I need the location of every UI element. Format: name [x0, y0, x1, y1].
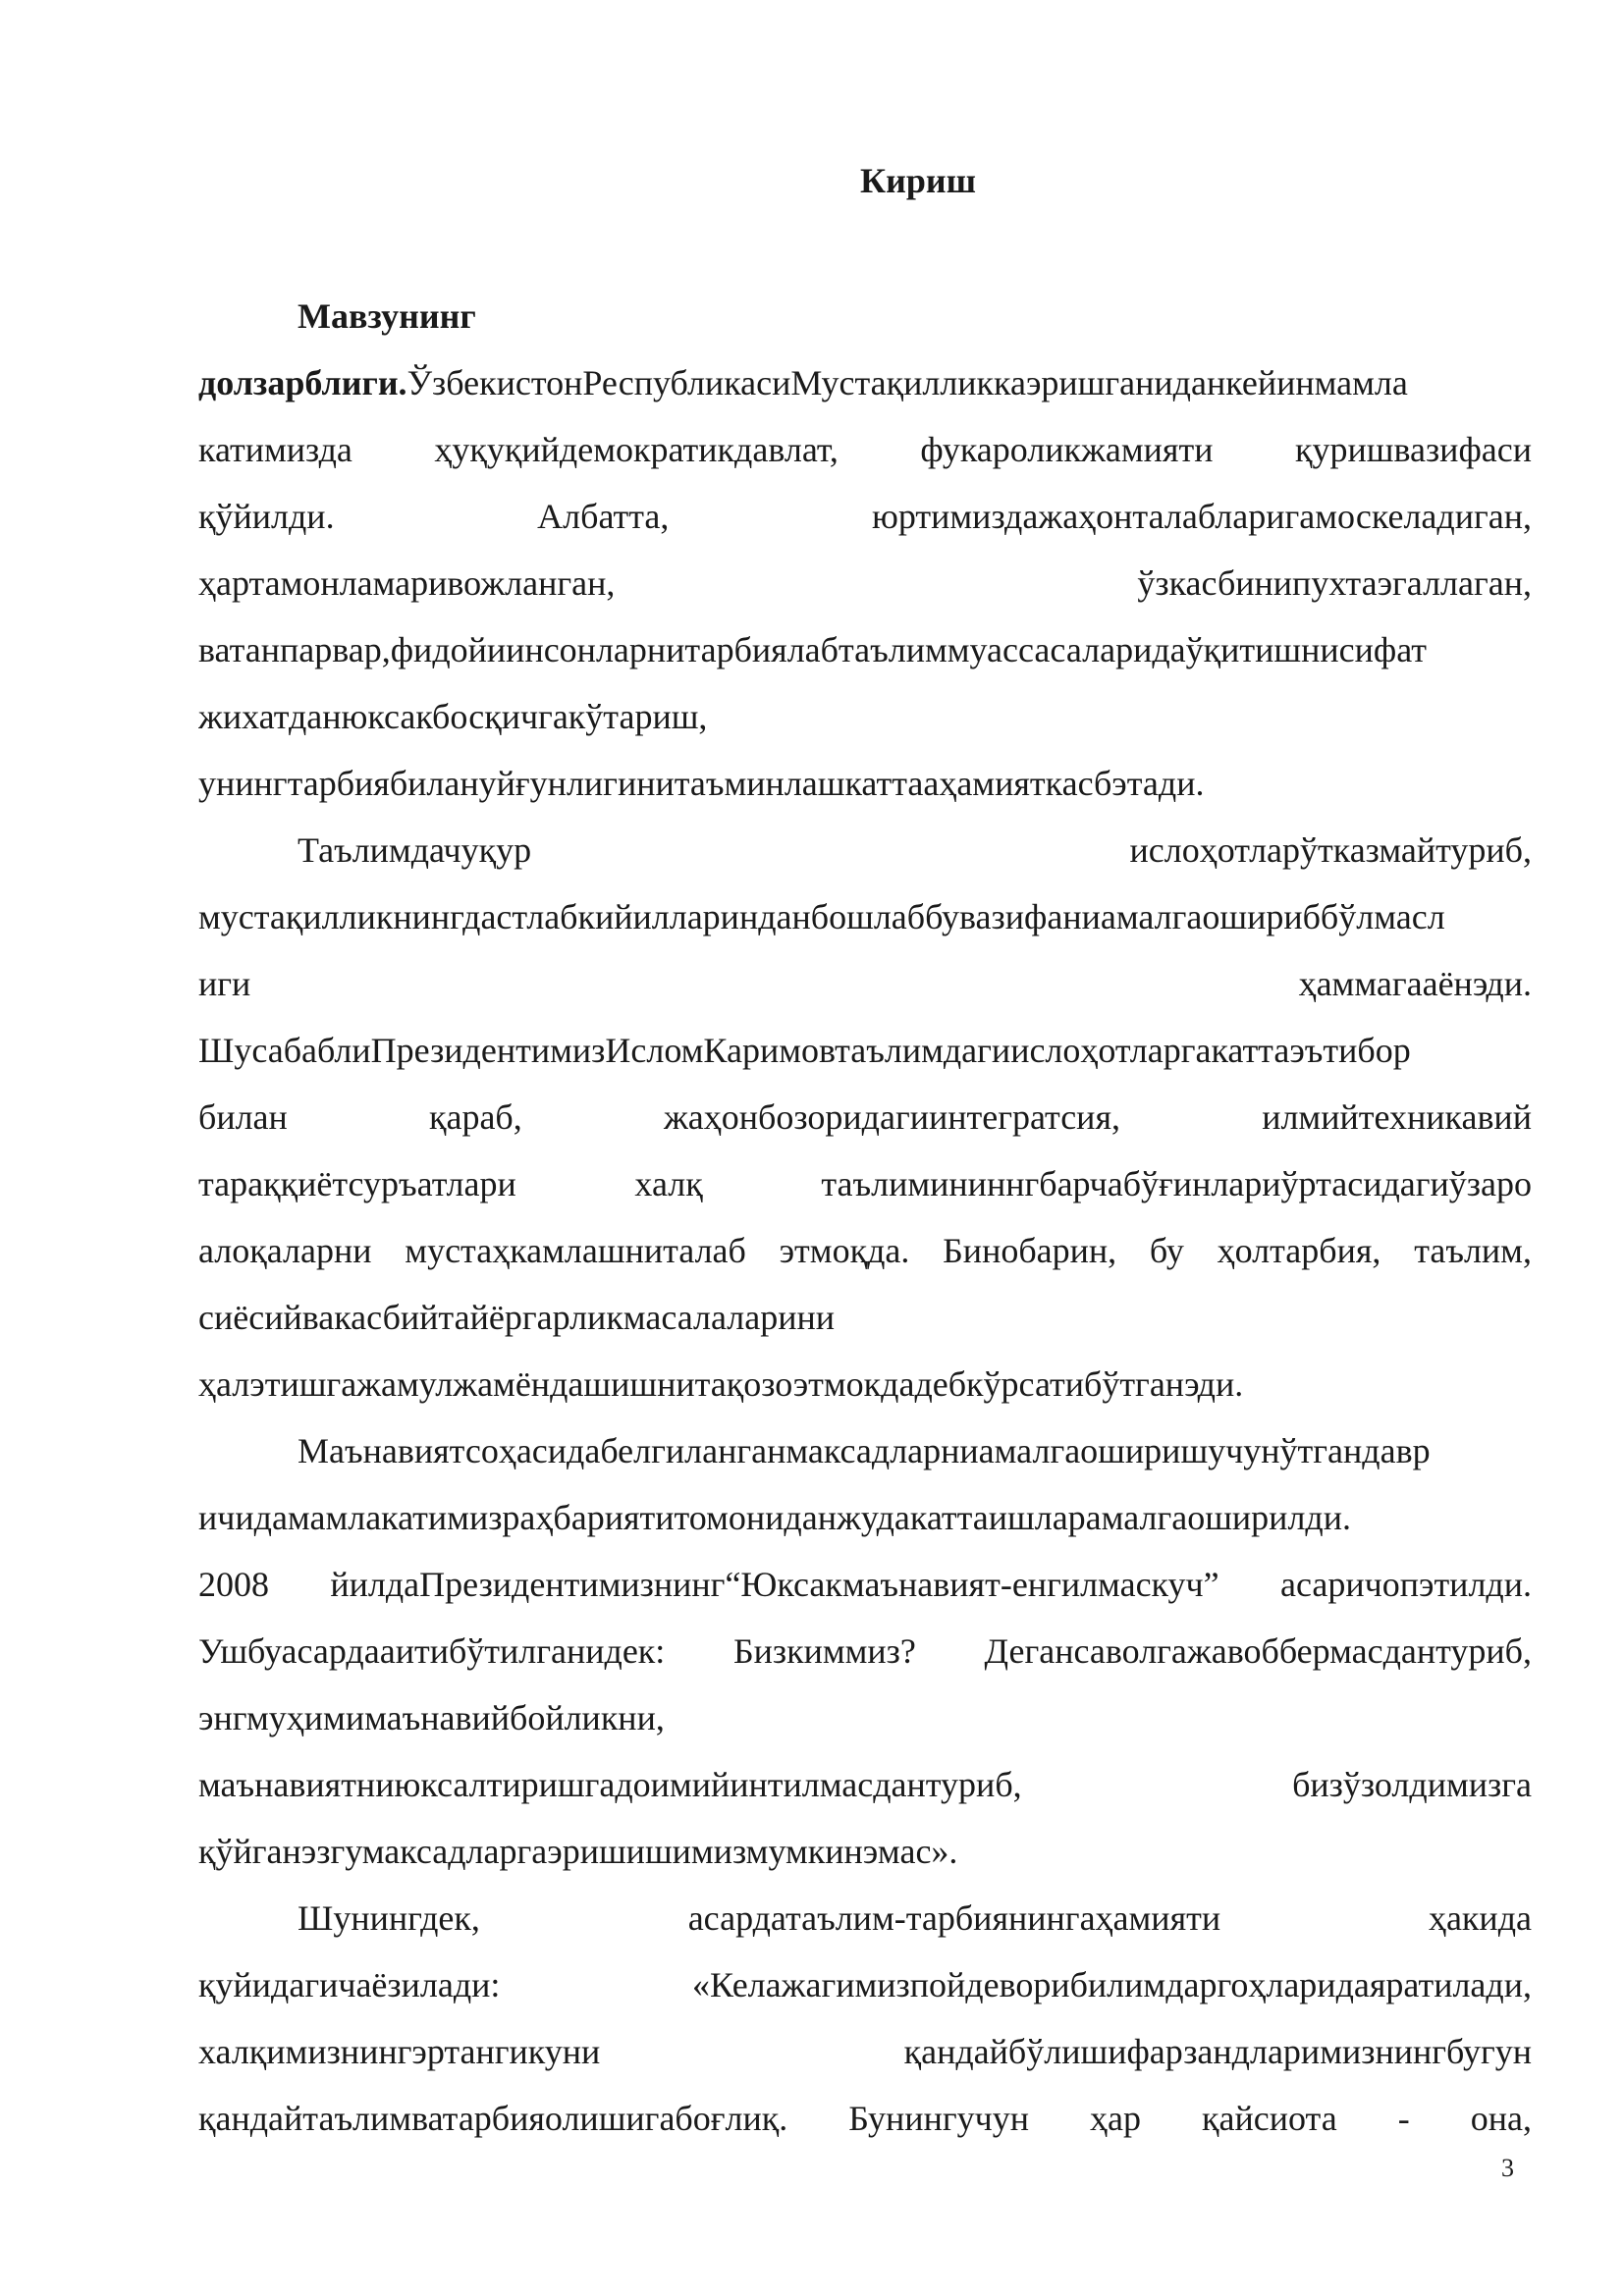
- text-line: [198, 1618, 1532, 1684]
- text-line: [198, 1351, 1532, 1417]
- text-line: [198, 1684, 1532, 1751]
- text-line: [198, 1484, 1532, 1551]
- text-segment: таълим,: [1414, 1231, 1532, 1270]
- text-segment: ҳар: [1090, 2099, 1141, 2138]
- text-segment: бу: [1149, 1231, 1184, 1270]
- text-segment: ШусабаблиПрезидентимизИсломКаримовтаълимдагиислоҳотларгакаттаэътибор: [198, 1031, 1411, 1070]
- text-segment: ҳакида: [1428, 1898, 1532, 1938]
- text-line: [198, 950, 1532, 1017]
- text-segment: юртимиздажаҳонталабларигамоскеладиган,: [871, 497, 1532, 536]
- text-segment: ватанпарвар,фидойиинсонларнитарбиялабтаълиммуассасаларидаўқитишнисифат: [198, 630, 1427, 669]
- text-segment: Таълимдачуқур: [298, 830, 532, 870]
- text-segment: иги: [198, 964, 251, 1003]
- subheading-word: Мавзунинг: [298, 296, 476, 336]
- text-segment: Маънавиятсоҳасидабелгиланганмаксадларниамалгаоширишучунўтгандавр: [298, 1431, 1431, 1470]
- text-line: [198, 483, 1532, 550]
- text-segment: бизўзолдимизга: [1292, 1765, 1532, 1804]
- text-segment: жаҳонбозоридагиинтегратсия,: [663, 1097, 1121, 1137]
- text-segment: фукароликжамияти: [920, 430, 1214, 469]
- text-segment: Албатта,: [537, 497, 670, 536]
- text-segment: қандайтаълимватарбияолишигабоғлиқ.: [198, 2099, 788, 2138]
- text-segment: йилдаПрезидентимизнинг“Юксакмаънавият-енгилмаскуч”: [330, 1565, 1219, 1604]
- text-segment: билан: [198, 1097, 288, 1137]
- text-line: [198, 550, 1532, 616]
- text-segment: Бинобарин,: [943, 1231, 1117, 1270]
- text-segment: қайсиота: [1202, 2099, 1337, 2138]
- text-segment: ислоҳотларўтказмайтуриб,: [1129, 830, 1532, 870]
- text-segment: ҳалэтишгажамулжамёндашишнитақозоэтмокдадебкўрсатибўтганэди.: [198, 1364, 1244, 1404]
- text-line: [198, 817, 1532, 883]
- text-line: [198, 1284, 1532, 1351]
- text-line: [198, 1417, 1532, 1484]
- text-line: [198, 750, 1532, 817]
- text-segment: ҳолтарбия,: [1217, 1231, 1381, 1270]
- text-segment: қандайбўлишифарзандларимизнингбугун: [903, 2032, 1532, 2071]
- text-segment: қўйганэзгумаксадларгаэришишимизмумкинэмас».: [198, 1832, 958, 1871]
- text-segment: «Келажагимизпойдеворибилимдаргоҳларидаяратилади,: [692, 1965, 1532, 2004]
- text-segment: қуйидагичаёзилади:: [198, 1965, 501, 2004]
- text-segment: сиёсийвакасбийтайёргарликмасалаларини: [198, 1298, 836, 1337]
- text-segment: ҳартамонламаривожланган,: [198, 563, 616, 603]
- text-segment: тараққиётсуръатлари: [198, 1164, 516, 1203]
- text-segment: илмийтехникавий: [1262, 1097, 1532, 1137]
- text-line: [198, 683, 1532, 750]
- text-segment: ҳаммагааёнэди.: [1298, 964, 1532, 1003]
- text-segment: Ушбуасардааитибўтилганидек:: [198, 1631, 666, 1671]
- text-segment: ЎзбекистонРеспубликасиМустақилликкаэришганиданкейинмамла: [406, 363, 1408, 402]
- text-line: [198, 1951, 1532, 2018]
- text-line: [198, 283, 1532, 349]
- text-segment: катимизда: [198, 430, 352, 469]
- text-segment: энгмуҳимимаънавийбойликни,: [198, 1698, 665, 1737]
- text-line: [198, 1217, 1532, 1284]
- text-segment: қуришвазифаси: [1294, 430, 1532, 469]
- text-segment: халқ: [634, 1164, 703, 1203]
- text-segment: ҳуқуқийдемократикдавлат,: [434, 430, 839, 469]
- text-segment: асардатаълим-тарбиянингаҳамияти: [687, 1898, 1221, 1938]
- page-number: 3: [1501, 2154, 1514, 2182]
- page-title: [0, 159, 1624, 202]
- text-segment: мустаҳкамлашниталаб: [405, 1231, 746, 1270]
- text-line: [198, 616, 1532, 683]
- text-segment: унингтарбиябилануйғунлигинитаъминлашкаттааҳамияткасбэтади.: [198, 764, 1205, 803]
- text-line: [198, 416, 1532, 483]
- text-segment: қараб,: [428, 1097, 522, 1137]
- text-segment: халқимизнингэртангикуни: [198, 2032, 601, 2071]
- text-segment: маънавиятниюксалтиришгадоимийинтилмасдантуриб,: [198, 1765, 1022, 1804]
- text-segment: Дегансаволгажавоббермасдантуриб,: [984, 1631, 1532, 1671]
- text-segment: асаричопэтилди.: [1279, 1565, 1532, 1604]
- text-line: [198, 1818, 1532, 1885]
- text-segment: жихатданюксакбосқичгакўтариш,: [198, 697, 708, 736]
- text-line: [198, 2018, 1532, 2085]
- text-line: [198, 1084, 1532, 1150]
- text-line: [198, 2085, 1532, 2152]
- page-title-text: Кириш: [859, 161, 976, 200]
- text-line: [198, 349, 1532, 416]
- text-segment: Бизкиммиз?: [732, 1631, 916, 1671]
- text-segment: мустақилликнингдастлабкийилларинданбошлаббувазифаниамалгаошириббўлмасл: [198, 897, 1445, 936]
- text-segment: таълимининнгбарчабўғинлариўртасидагиўзаро: [821, 1164, 1532, 1203]
- text-line: [198, 1751, 1532, 1818]
- text-segment: қўйилди.: [198, 497, 335, 536]
- text-segment: алоқаларни: [198, 1231, 372, 1270]
- document-body: [198, 283, 1532, 2152]
- text-segment: Шунингдек,: [298, 1898, 480, 1938]
- text-segment: 2008: [198, 1565, 269, 1604]
- text-line: [198, 883, 1532, 950]
- text-segment: этмоқда.: [779, 1231, 910, 1270]
- text-segment: -: [1397, 2099, 1410, 2138]
- subheading-word: долзарблиги.: [198, 363, 407, 402]
- text-segment: ичидамамлакатимизраҳбариятитомониданжудакаттаишларамалгаоширилди.: [198, 1498, 1351, 1537]
- text-segment: Бунингучун: [848, 2099, 1029, 2138]
- text-line: [198, 1017, 1532, 1084]
- text-line: [198, 1150, 1532, 1217]
- text-line: [198, 1551, 1532, 1618]
- text-segment: она,: [1470, 2099, 1532, 2138]
- text-line: [198, 1885, 1532, 1951]
- text-segment: ўзкасбинипухтаэгаллаган,: [1137, 563, 1532, 603]
